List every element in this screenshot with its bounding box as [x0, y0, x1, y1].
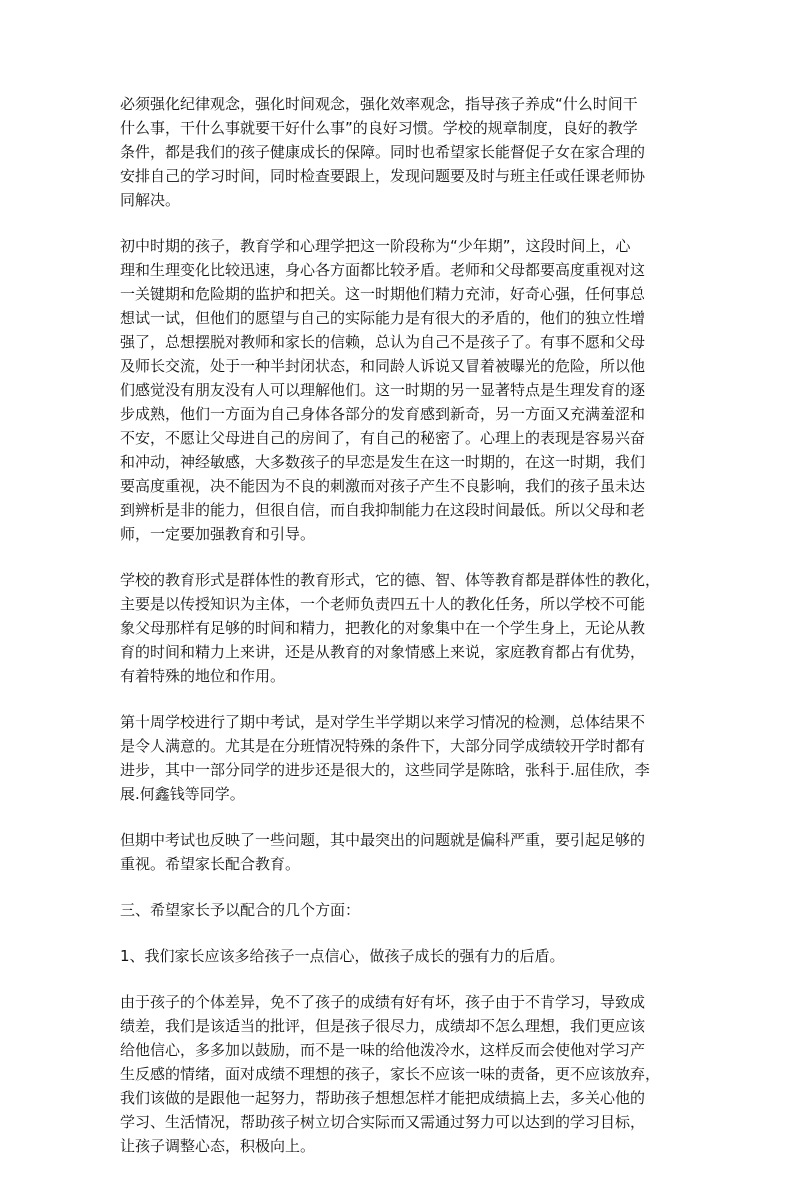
text-line: 理和生理变化比较迅速，身心各方面都比较矛盾。老师和父母都要高度重视对这: [120, 261, 646, 279]
text-line: 想试一试，但他们的愿望与自己的实际能力是有很大的矛盾的，他们的独立性增: [120, 309, 646, 327]
text-line: 什么事，干什么事就要干好什么事”的良好习惯。学校的规章制度，良好的教学: [120, 119, 638, 137]
text-line: 展.何鑫钱等同学。: [120, 785, 245, 803]
text-line: 给他信心，多多加以鼓励，而不是一味的给他泼冷水，这样反而会使他对学习产: [120, 1041, 646, 1059]
text-line: 第十周学校进行了期中考试，是对学生半学期以来学习情况的检测，总体结果不: [120, 713, 646, 731]
text-line: 我们该做的是跟他一起努力，帮助孩子想想怎样才能把成绩搞上去，多关心他的: [120, 1089, 646, 1107]
text-line: 不安，不愿让父母进自己的房间了，有自己的秘密了。心理上的表现是容易兴奋: [120, 429, 646, 447]
text-line: 安排自己的学习时间，同时检查要跟上，发现问题要及时与班主任或任课老师协: [120, 167, 646, 185]
text-line: 育的时间和精力上来讲，还是从教育的对象情感上来说，家庭教育都占有优势，: [120, 643, 646, 661]
text-line: 初中时期的孩子，教育学和心理学把这一阶段称为“少年期”，这段时间上，心: [120, 237, 631, 255]
text-line: 到辨析是非的能力，但很自信，而自我抑制能力在这段时间最低。所以父母和老: [120, 501, 646, 519]
text-line: 强了，总想摆脱对教师和家长的信赖，总认为自己不是孩子了。有事不愿和父母: [120, 333, 646, 351]
text-line: 三、希望家长予以配合的几个方面：: [120, 901, 361, 919]
text-line: 绩差，我们是该适当的批评，但是孩子很尽力，成绩却不怎么理想，我们更应该: [120, 1017, 646, 1035]
text-line: 让孩子调整心态，积极向上。: [120, 1137, 316, 1155]
paragraph-midterm-issues: [120, 828, 680, 876]
text-line: 条件，都是我们的孩子健康成长的保障。同时也希望家长能督促子女在家合理的: [120, 143, 646, 161]
text-line: 但期中考试也反映了一些问题，其中最突出的问题就是偏科严重，要引起足够的: [120, 831, 646, 849]
text-line: 学习、生活情况，帮助孩子树立切合实际而又需通过努力可以达到的学习目标，: [120, 1113, 646, 1131]
paragraph-midterm-results: [120, 710, 680, 806]
text-line: 同解决。: [120, 191, 181, 209]
text-line: 一关键期和危险期的监护和把关。这一时期他们精力充沛，好奇心强，任何事总: [120, 285, 646, 303]
text-line: 生反感的情绪，面对成绩不理想的孩子，家长不应该一味的责备，更不应该放弃，: [120, 1065, 661, 1083]
text-line: 由于孩子的个体差异，免不了孩子的成绩有好有坏，孩子由于不肯学习，导致成: [120, 993, 646, 1011]
text-line: 们感觉没有朋友没有人可以理解他们。这一时期的另一显著特点是生理发育的逐: [120, 381, 646, 399]
text-line: 步成熟，他们一方面为自己身体各部分的发育感到新奇，另一方面又充满羞涩和: [120, 405, 646, 423]
list-item-1-heading: [120, 944, 680, 968]
text-line: 要高度重视，决不能因为不良的刺激而对孩子产生不良影响，我们的孩子虽未达: [120, 477, 646, 495]
paragraph-individual-differences: [120, 990, 680, 1158]
text-line: 进步，其中一部分同学的进步还是很大的，这些同学是陈晗，张科于.屈佳欣，李: [120, 761, 650, 779]
text-line: 重视。希望家长配合教育。: [120, 855, 301, 873]
text-line: 及师长交流，处于一种半封闭状态，和同龄人诉说又冒着被曝光的危险，所以他: [120, 357, 646, 375]
text-line: 必须强化纪律观念，强化时间观念，强化效率观念，指导孩子养成“什么时间干: [120, 95, 638, 113]
text-line: 师，一定要加强教育和引导。: [120, 525, 316, 543]
text-line: 和冲动，神经敏感，大多数孩子的早恋是发生在这一时期的，在这一时期，我们: [120, 453, 646, 471]
section-heading-parent-cooperation: [120, 898, 680, 922]
text-line: 主要是以传授知识为主体，一个老师负责四五十人的教化任务，所以学校不可能: [120, 595, 646, 613]
paragraph-discipline: [120, 92, 680, 212]
text-line: 有着特殊的地位和作用。: [120, 667, 286, 685]
text-line: 学校的教育形式是群体性的教育形式，它的德、智、体等教育都是群体性的教化，: [120, 571, 661, 589]
document-page: [120, 92, 680, 1180]
text-line: 1、我们家长应该多给孩子一点信心，做孩子成长的强有力的后盾。: [120, 947, 565, 965]
paragraph-school-education: [120, 568, 680, 688]
paragraph-adolescence: [120, 234, 680, 546]
text-line: 象父母那样有足够的时间和精力，把教化的对象集中在一个学生身上，无论从教: [120, 619, 646, 637]
text-line: 是令人满意的。尤其是在分班情况特殊的条件下，大部分同学成绩较开学时都有: [120, 737, 646, 755]
